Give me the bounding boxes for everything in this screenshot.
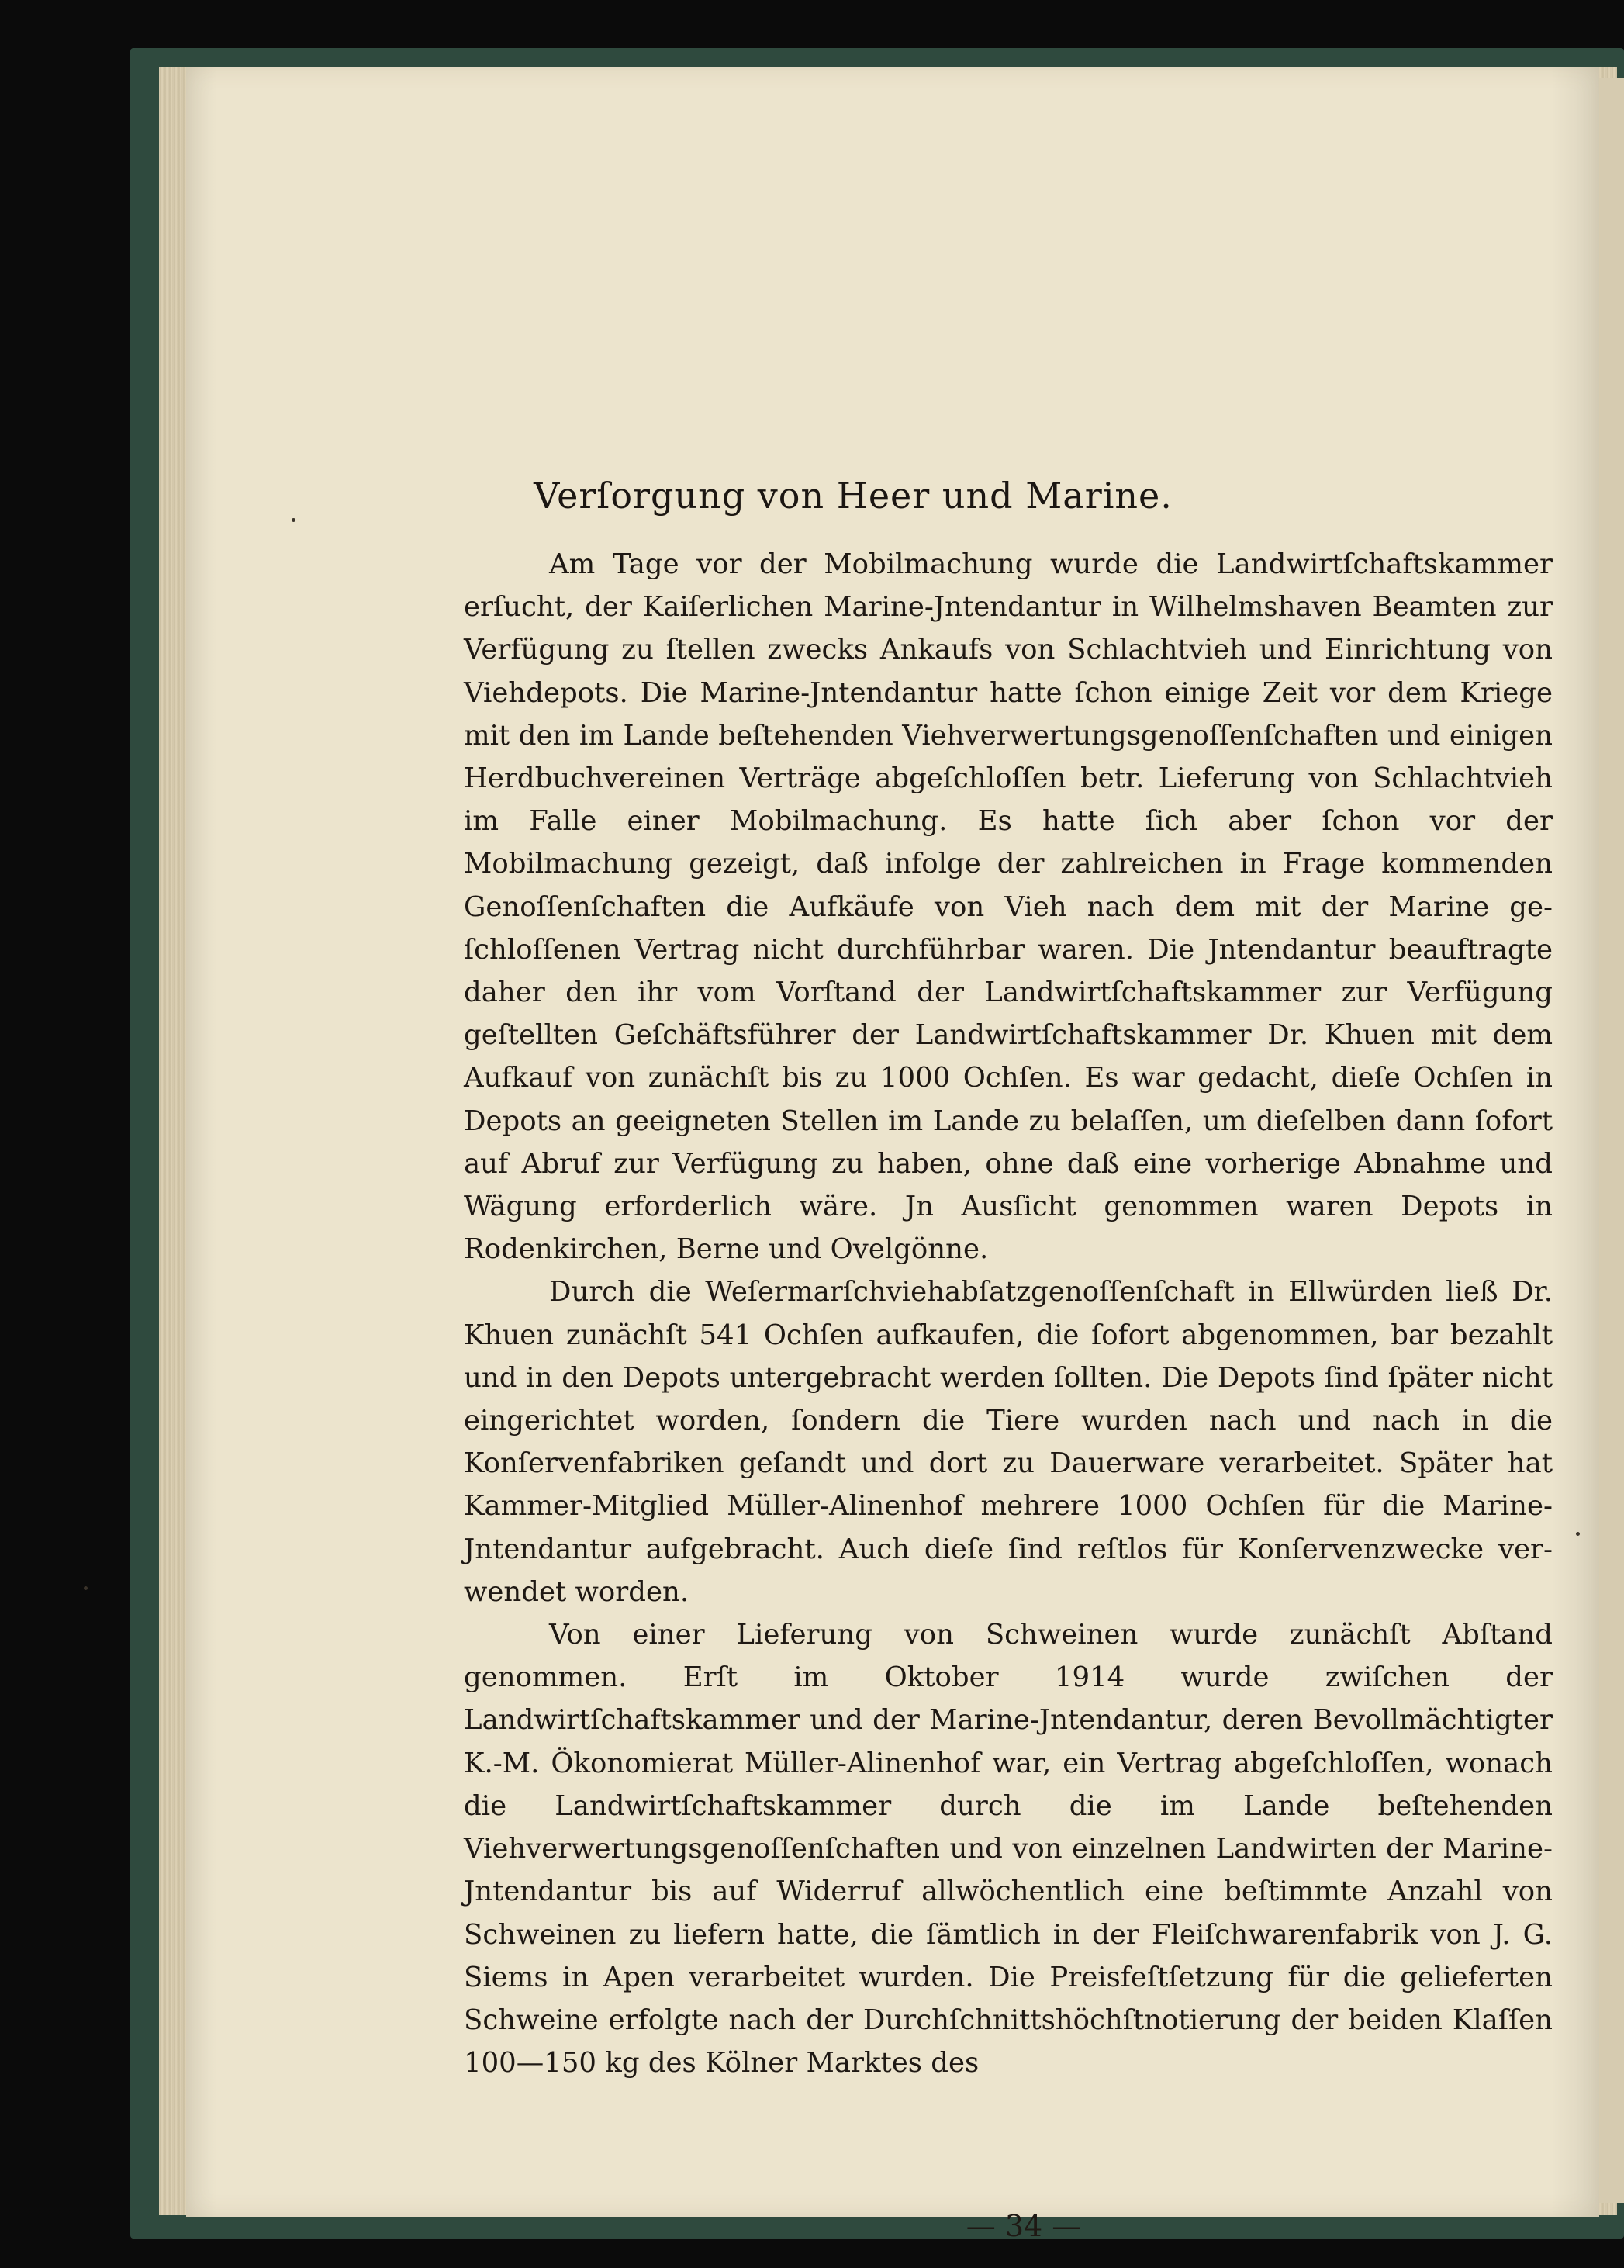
page-speck <box>1576 1532 1580 1536</box>
page-title: Verſorgung von Heer und Marine. <box>534 475 1173 517</box>
show-through-text <box>450 341 915 450</box>
body-text <box>464 543 1553 2084</box>
page-speck <box>84 1586 88 1590</box>
paragraph: Von einer Lieferung von Schweinen wurde zunächſt Abſtand genommen. Erſt im Oktober 1914 wurde zwiſchen der Landwirtſchaftskammer und der Marine-Jntendantur, deren Bevollmächtigter K.-M. Ökonomierat Müller-Alinenhof war, ein Vertrag abgeſchloſſen, wonach die Landwirtſchaftskammer durch die im Lande beſtehenden Viehverwertungsgenoſſenſchaften und von einzelnen Landwirten der Marine-Jntendantur bis auf Widerruf allwöchentlich eine beſtimmte Anzahl von Schweinen zu liefern hatte, die ſämtlich in der Fleiſchwarenfabrik von J. G. Siems in Apen verarbeitet wurden. Die Preisfeſtſetzung für die gelieferten Schweine erfolgte nach der Durchſchnittshöchſtnotierung der beiden Klaſſen 100—150 kg des Kölner Marktes des <box>464 1619 1553 2080</box>
paragraph: Am Tage vor der Mobilmachung wurde die Landwirtſchaftskammer erſucht, der Kaiſerlichen Marine-Jntendantur in Wilhelmshaven Beamten zur Verfügung zu ſtellen zwecks Ankaufs von Schlachtvieh und Einrichtung von Viehdepots. Die Marine-Jntendantur hatte ſchon einige Zeit vor dem Kriege mit den im Lande beſtehenden Viehverwertungsgenoſſenſchaften und einigen Herdbuchvereinen Verträge abgeſchloſſen betr. Lieferung von Schlachtvieh im Falle einer Mobilmachung. Es hatte ſich aber ſchon vor der Mobilmachung gezeigt, daß infolge der zahlreichen in Frage kommenden Genoſſenſchaften die Aufkäufe von Vieh nach dem mit der Marine geſchloſſenen Vertrag nicht durchführbar waren. Die Jntendantur beauftragte daher den ihr vom Vorſtand der Landwirtſchaftskammer zur Verfügung geſtellten Geſchäftsführer der Landwirtſchaftskammer Dr. Khuen mit dem Aufkauf von zunächſt bis zu 1000 Ochſen. Es war gedacht, dieſe Ochſen in Depots an geeigneten Stellen im Lande zu belaſſen, um dieſelben dann ſofort auf Abruf zur Verfügung zu haben, ohne daß eine vorherige Abnahme und Wägung erforderlich wäre. Jn Ausſicht genommen waren Depots in Rodenkirchen, Berne und Ovelgönne. <box>464 548 1553 1266</box>
page-speck <box>292 518 295 522</box>
paragraph: Durch die Weſermarſchviehabſatzgenoſſenſchaft in Ellwürden ließ Dr. Khuen zunächſt 541 Ochſen aufkaufen, die ſofort abgenommen, bar bezahlt und in den Depots untergebracht werden ſollten. Die Depots ſind ſpäter nicht eingerichtet worden, ſondern die Tiere wurden nach und nach in die Konſervenfabriken geſandt und dort zu Dauerware verarbeitet. Später hat Kammer-Mitglied Müller-Alinenhof mehrere 1000 Ochſen für die Marine-Jntendantur aufgebracht. Auch dieſe ſind reſtlos für Konſervenzwecke verwendet worden. <box>464 1276 1553 1608</box>
facing-page-edge <box>1599 78 1624 2203</box>
page-number: — 34 — <box>966 2209 1082 2243</box>
